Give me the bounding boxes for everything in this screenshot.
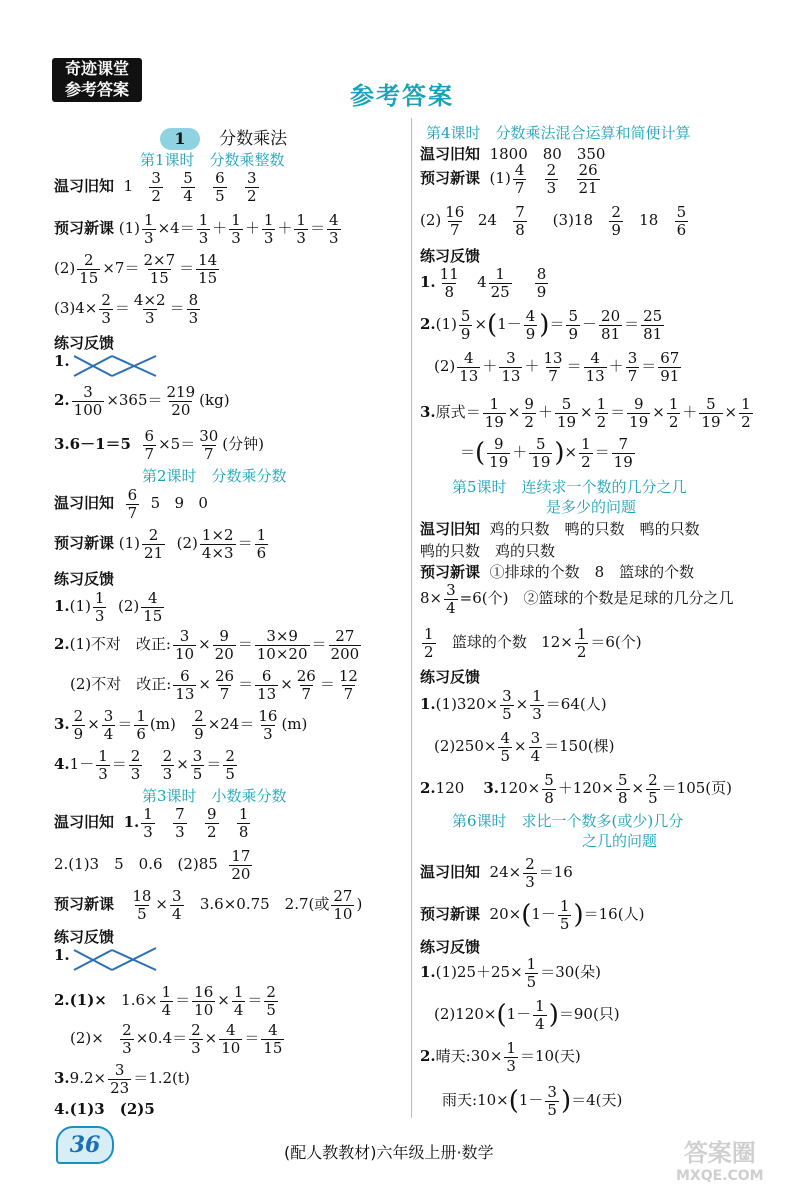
lesson-3-heading: 第3课时 小数乘分数 xyxy=(142,787,287,805)
matching-lines-2 xyxy=(68,944,164,974)
l2-preview: 预习新课 (1) $\frac{2}{21}$ (2) $\frac{1\times 2}{4\times 3}$ ＝ $\frac{1}{6}$ xyxy=(54,526,267,562)
l4-review xyxy=(420,143,605,164)
l4-preview: 预习新课 (1) $\frac{4}{7}$ $\frac{2}{3}$ $\frac{26}{21}$ xyxy=(420,161,598,197)
l1-practice-label: 练习反馈 xyxy=(54,334,115,352)
label-preview-4: 预习新课 xyxy=(420,169,481,187)
l6-q1-1: 1.(1)25＋25× $\frac{1}{5}$ ＝30(朵) xyxy=(420,955,602,991)
unit-number-badge: 1 xyxy=(160,128,200,150)
l1-q2: 2. $\frac{3}{100}$ ×365＝ $\frac{219}{20}$ (kg) xyxy=(54,383,230,419)
label-preview-6: 预习新课 xyxy=(420,905,481,923)
l4-q2-1: 2.(1) $\frac{5}{9}$ ×(1－ $\frac{4}{9}$ )＝ $\frac{5}{9}$ － $\frac{20}{81}$ ＝ $\frac{25}{81}$ xyxy=(420,307,663,343)
l3-q2-2: (2)× $\frac{2}{3}$ ×0.4＝ $\frac{2}{3}$ × $\frac{4}{10}$ ＝ $\frac{4}{15}$ xyxy=(70,1021,283,1057)
l6-sunny-label: 晴天: xyxy=(435,1047,471,1065)
l4-q3-2: ＝( $\frac{9}{19}$ ＋ $\frac{5}{19}$ )× $\frac{1}{2}$ ＝ $\frac{7}{19}$ xyxy=(460,435,633,471)
label-review-6: 温习旧知 xyxy=(420,863,481,881)
label-original: 原式 xyxy=(435,403,466,421)
l5-review xyxy=(420,518,700,539)
l3-review-2: 2.(1)3 5 0.6 (2)85 $\frac{17}{20}$ xyxy=(54,847,251,883)
l1-q3-part1: 3.6－1＝5 xyxy=(54,435,131,453)
label-preview-3: 预习新课 xyxy=(54,895,115,913)
l1-preview-3: (3)4× $\frac{2}{3}$ ＝ $\frac{4\times 2}{3}$ ＝ $\frac{8}{3}$ xyxy=(54,291,199,327)
l2-q2-1-text: (1)不对 改正: xyxy=(69,635,171,653)
l4-review-values: 1800 80 350 xyxy=(489,145,606,163)
l3-preview: 预习新课 $\frac{18}{5}$ × $\frac{3}{4}$ 3.6×0.75 2.7(或 $\frac{27}{10}$ ) xyxy=(54,887,363,923)
l5-q2: 2.120 3.120× $\frac{5}{8}$ ＋120× $\frac{5}{8}$ × $\frac{2}{5}$ ＝105(页) xyxy=(420,771,733,807)
label-review-3: 温习旧知 xyxy=(54,813,115,831)
l5-preview-3: $\frac{1}{2}$ 篮球的个数 12× $\frac{1}{2}$ ＝6(个) xyxy=(424,625,642,661)
l3-q2-2-mark: (2)× xyxy=(70,1029,104,1047)
page-number-badge xyxy=(56,1126,114,1164)
l5-review-text: 鸡的只数 鸭的只数 鸭的只数 xyxy=(489,520,700,538)
l6-q2-2: 雨天:10×(1－ $\frac{3}{5}$ )＝4(天) xyxy=(442,1083,623,1119)
l5-q1-2: (2)250× $\frac{4}{5}$ × $\frac{3}{4}$ ＝150(棵) xyxy=(434,729,615,765)
lesson-5-heading-2: 是多少的问题 xyxy=(546,498,637,516)
label-review: 温习旧知 xyxy=(54,177,115,195)
l3-q4 xyxy=(54,1098,155,1119)
l3-review: 温习旧知 1. $\frac{1}{3}$ $\frac{7}{3}$ $\frac{9}{2}$ $\frac{1}{8}$ xyxy=(54,805,249,841)
l5-review-2: 鸭的只数 鸡的只数 xyxy=(420,542,556,560)
l2-q2-2: (2)不对 改正: $\frac{6}{13}$ × $\frac{26}{7}$ ＝ $\frac{6}{13}$ × $\frac{26}{7}$ ＝ $\frac{12}{7}$ xyxy=(70,667,358,703)
l1-q3: 3.6－1＝5 $\frac{6}{7}$ ×5＝ $\frac{30}{7}$ (分钟) xyxy=(54,427,265,463)
l3-q4-text: 4.(1)3 (2)5 xyxy=(54,1100,155,1118)
l5-q1-1: 1.(1)320× $\frac{3}{5}$ × $\frac{1}{3}$ ＝64(人) xyxy=(420,687,607,723)
l6-rainy-label: 雨天: xyxy=(442,1091,478,1109)
column-divider xyxy=(411,118,412,1118)
l6-preview: 预习新课 20×(1－ $\frac{1}{5}$ )＝16(人) xyxy=(420,897,645,933)
l6-q1-2: (2)120×(1－ $\frac{1}{4}$ )＝90(只) xyxy=(434,997,620,1033)
lesson-2-heading: 第2课时 分数乘分数 xyxy=(142,467,287,485)
watermark-line2: MXQE.COM xyxy=(676,1168,764,1184)
l4-q1: 1. $\frac{11}{8}$ 4 $\frac{1}{25}$ $\frac{8}{9}$ xyxy=(420,265,547,301)
lesson-1-heading: 第1课时 分数乘整数 xyxy=(140,151,285,169)
lesson-6-heading-2: 之几的问题 xyxy=(582,832,658,850)
l4-q3: 3.原式＝ $\frac{1}{19}$ × $\frac{9}{2}$ ＋ $\frac{5}{19}$ × $\frac{1}{2}$ ＝ $\frac{9}{19}$ × $\frac{1}{2}$ ＋ $\frac{5}{19}$ × $\frac{1}{2}$ xyxy=(420,395,751,431)
brand-line1: 奇迹课堂 xyxy=(64,59,129,78)
l4-q2-2: (2) $\frac{4}{13}$ ＋ $\frac{3}{13}$ ＋ $\frac{13}{7}$ ＝ $\frac{4}{13}$ ＋ $\frac{3}{7}$ ＝ $\frac{67}{91}$ xyxy=(434,349,680,385)
l2-q2-1: 2.(1)不对 改正: $\frac{3}{10}$ × $\frac{9}{20}$ ＝ $\frac{3\times 9}{10\times 20}$ ＝ $\frac{27}{200}$ xyxy=(54,627,360,663)
l2-q4: 4.1－ $\frac{1}{3}$ ＝ $\frac{2}{3}$ $\frac{2}{3}$ × $\frac{3}{5}$ ＝ $\frac{2}{5}$ xyxy=(54,747,235,783)
label-review-2: 温习旧知 xyxy=(54,494,115,512)
l3-q2-1-mark: 2.(1)× xyxy=(54,991,107,1009)
l1-q1: 1. xyxy=(54,352,70,370)
l2-practice-label: 练习反馈 xyxy=(54,570,115,588)
brand-line2: 参考答案 xyxy=(64,80,129,99)
watermark-logo xyxy=(676,1138,764,1184)
footer-book-info: (配人教教材)六年级上册·数学 xyxy=(284,1143,494,1162)
unit-title: 分数乘法 xyxy=(219,129,288,149)
l5-preview-3-text: 篮球的个数 xyxy=(451,633,527,651)
l1-review: 温习旧知 1 $\frac{3}{2}$ $\frac{5}{4}$ $\frac{6}{5}$ $\frac{3}{2}$ xyxy=(54,169,257,205)
l4-preview-2: (2) $\frac{16}{7}$ 24 $\frac{7}{8}$ (3)18 $\frac{2}{9}$ 18 $\frac{5}{6}$ xyxy=(420,203,687,239)
brand-logo xyxy=(52,58,142,102)
l5-practice-label: 练习反馈 xyxy=(420,668,481,686)
label-review-5: 温习旧知 xyxy=(420,520,481,538)
watermark-line1: 答案圈 xyxy=(683,1139,756,1167)
l3-q1: 1. xyxy=(54,946,70,964)
label-review-4: 温习旧知 xyxy=(420,145,481,163)
l3-q2-1: 2.(1)× 1.6× $\frac{1}{4}$ ＝ $\frac{16}{10}$ × $\frac{1}{4}$ ＝ $\frac{2}{5}$ xyxy=(54,983,276,1019)
l5-preview-text: ①排球的个数 8 篮球的个数 xyxy=(489,563,695,581)
l2-review: 温习旧知 $\frac{6}{7}$ 5 9 0 xyxy=(54,486,208,522)
lesson-4-heading: 第4课时 分数乘法混合运算和简便计算 xyxy=(426,124,691,142)
l2-q1: 1.(1) $\frac{1}{3}$ (2) $\frac{4}{15}$ xyxy=(54,589,163,625)
l3-review-2-text: 2.(1)3 5 0.6 (2)85 xyxy=(54,855,218,873)
page-title: 参考答案 xyxy=(350,82,454,110)
l5-preview-2: 8× $\frac{3}{4}$ =6(个) ②篮球的个数是足球的几分之几 xyxy=(420,581,734,617)
l2-q2-2-text: (2)不对 改正: xyxy=(70,675,172,693)
label-preview-2: 预习新课 xyxy=(54,534,115,552)
unit-heading xyxy=(160,124,287,150)
l5-preview xyxy=(420,561,694,582)
l4-practice-label: 练习反馈 xyxy=(420,247,481,265)
l5-preview-2-text: =6(个) ②篮球的个数是足球的几分之几 xyxy=(459,589,734,607)
lesson-5-heading: 第5课时 连续求一个数的几分之几 xyxy=(452,478,687,496)
l3-q3: 3.9.2× $\frac{3}{23}$ ＝1.2(t) xyxy=(54,1061,190,1097)
l1-preview: 预习新课 (1) $\frac{1}{3}$ ×4＝ $\frac{1}{3}$ ＋ $\frac{1}{3}$ ＋ $\frac{1}{3}$ ＋ $\frac{1}{3}$ ＝ $\frac{4}{3}$ xyxy=(54,211,339,247)
l6-practice-label: 练习反馈 xyxy=(420,938,481,956)
matching-lines-1 xyxy=(68,352,164,380)
l1-preview-2: (2) $\frac{2}{15}$ ×7＝ $\frac{2\times 7}{15}$ ＝ $\frac{14}{15}$ xyxy=(54,251,218,287)
l2-q3: 3. $\frac{2}{9}$ × $\frac{3}{4}$ ＝ $\frac{1}{6}$ (m) $\frac{2}{9}$ ×24＝ $\frac{16}{3}$ (m) xyxy=(54,707,308,743)
page-number: 36 xyxy=(69,1132,101,1158)
lesson-6-heading: 第6课时 求比一个数多(或少)几分 xyxy=(452,812,684,830)
l6-q2: 2.晴天:30× $\frac{1}{3}$ ＝10(天) xyxy=(420,1039,581,1075)
label-preview: 预习新课 xyxy=(54,219,115,237)
l6-review: 温习旧知 24× $\frac{2}{3}$ ＝16 xyxy=(420,855,573,891)
l3-preview-tail: 3.6×0.75 2.7(或 xyxy=(199,895,330,913)
label-preview-5: 预习新课 xyxy=(420,563,481,581)
l3-practice-label: 练习反馈 xyxy=(54,928,115,946)
